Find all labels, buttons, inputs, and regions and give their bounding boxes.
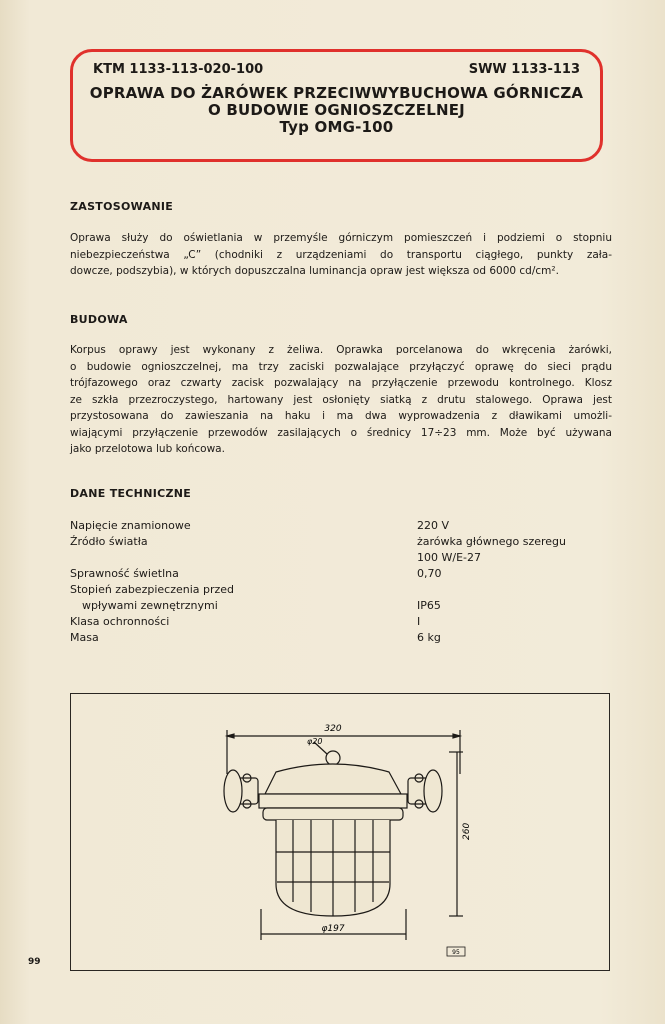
tech-value: 6 kg bbox=[417, 631, 441, 644]
drawing-stamp: 95 bbox=[452, 949, 460, 956]
hook-ring bbox=[326, 751, 340, 765]
tech-value: IP65 bbox=[417, 599, 441, 612]
tech-value: żarówka głównego szeregu bbox=[417, 535, 566, 548]
budowa-line: trójfazowego oraz czwarty zacisk pozwalający na przyłączenie przewodu kontrolnego. Klosz bbox=[70, 377, 612, 389]
budowa-line: o budowie ognioszczelnej, ma trzy zaciski pozwalające przyłączyć oprawę do sieci prądu bbox=[70, 360, 612, 373]
dim-width-label: 320 bbox=[324, 724, 342, 734]
zastosowanie-text bbox=[70, 230, 612, 280]
tech-row bbox=[70, 534, 590, 550]
technical-drawing-frame bbox=[70, 693, 610, 971]
zastosowanie-line: Oprawa służy do oświetlania w przemyśle górniczym pomieszczeń i podziemi o stopniu bbox=[70, 232, 612, 244]
budowa-line: Korpus oprawy jest wykonany z żeliwa. Oprawka porcelanowa do wkręcenia żarówki, bbox=[70, 344, 612, 356]
tech-label: Sprawność świetlna bbox=[70, 567, 179, 580]
tech-row bbox=[70, 582, 590, 598]
tech-value: 0,70 bbox=[417, 567, 442, 580]
budowa-line: wiającymi przyłączenie przewodów zasilających o średnicy 17÷23 mm. Może być używana bbox=[70, 426, 612, 439]
budowa-line: jako przelotowa lub końcowa. bbox=[70, 443, 225, 455]
ktm-code: KTM 1133-113-020-100 bbox=[93, 62, 264, 77]
tech-value: I bbox=[417, 615, 421, 628]
zastosowanie-line: niebezpieczeństwa „C” (chodniki z urządzeniami do transportu ciągłego, punkty załа- bbox=[70, 248, 612, 261]
budowa-line: ze szkła przezroczystego, hartowany jest osłonięty siatką z drutu stalowego. Oprawa jest bbox=[70, 393, 612, 406]
zastosowanie-line: dowcze, podszybia), w których dopuszczalna luminancja opraw jest większa od 6000 cd/cm². bbox=[70, 265, 559, 277]
tech-label: Źródło światła bbox=[70, 535, 148, 548]
product-title bbox=[73, 85, 600, 136]
tech-label: Klasa ochronności bbox=[70, 615, 170, 628]
budowa-text bbox=[70, 342, 612, 458]
dim-hole-label: φ20 bbox=[307, 737, 323, 746]
tech-row bbox=[70, 518, 590, 534]
dim-height-label: 260 bbox=[462, 822, 472, 840]
budowa-heading: BUDOWA bbox=[70, 313, 128, 326]
sww-code: SWW 1133-113 bbox=[468, 62, 580, 77]
title-line-3: Typ OMG-100 bbox=[279, 118, 394, 136]
tech-row bbox=[70, 614, 590, 630]
tech-row bbox=[70, 550, 590, 566]
tech-row bbox=[70, 598, 590, 614]
tech-label: wpływami zewnętrznymi bbox=[82, 599, 218, 612]
tech-row bbox=[70, 566, 590, 582]
page-number: 99 bbox=[28, 957, 41, 967]
right-gland bbox=[424, 770, 442, 812]
title-line-2: O BUDOWIE OGNIOSZCZELNEJ bbox=[208, 101, 465, 119]
title-box bbox=[70, 49, 603, 162]
title-line-1: OPRAWA DO ŻARÓWEK PRZECIWWYBUCHOWA GÓRNICZA bbox=[89, 84, 584, 102]
zastosowanie-heading: ZASTOSOWANIE bbox=[70, 200, 174, 213]
left-gland bbox=[224, 770, 242, 812]
lamp-body bbox=[259, 794, 407, 808]
tech-value: 100 W/E-27 bbox=[417, 551, 481, 564]
technical-data-table bbox=[70, 518, 590, 646]
tech-label: Masa bbox=[70, 631, 99, 644]
lamp-drawing bbox=[71, 694, 608, 969]
tech-label: Stopień zabezpieczenia przed bbox=[70, 583, 235, 596]
dane-heading: DANE TECHNICZNE bbox=[70, 487, 192, 500]
dim-base-label: φ197 bbox=[321, 924, 345, 934]
tech-label: Napięcie znamionowe bbox=[70, 519, 191, 532]
tech-row bbox=[70, 630, 590, 646]
tech-value: 220 V bbox=[417, 519, 450, 532]
code-row bbox=[93, 62, 580, 77]
budowa-line: przystosowana do zawieszania na haku i ma dwa wyprowadzenia z dławikami umożli- bbox=[70, 410, 612, 422]
